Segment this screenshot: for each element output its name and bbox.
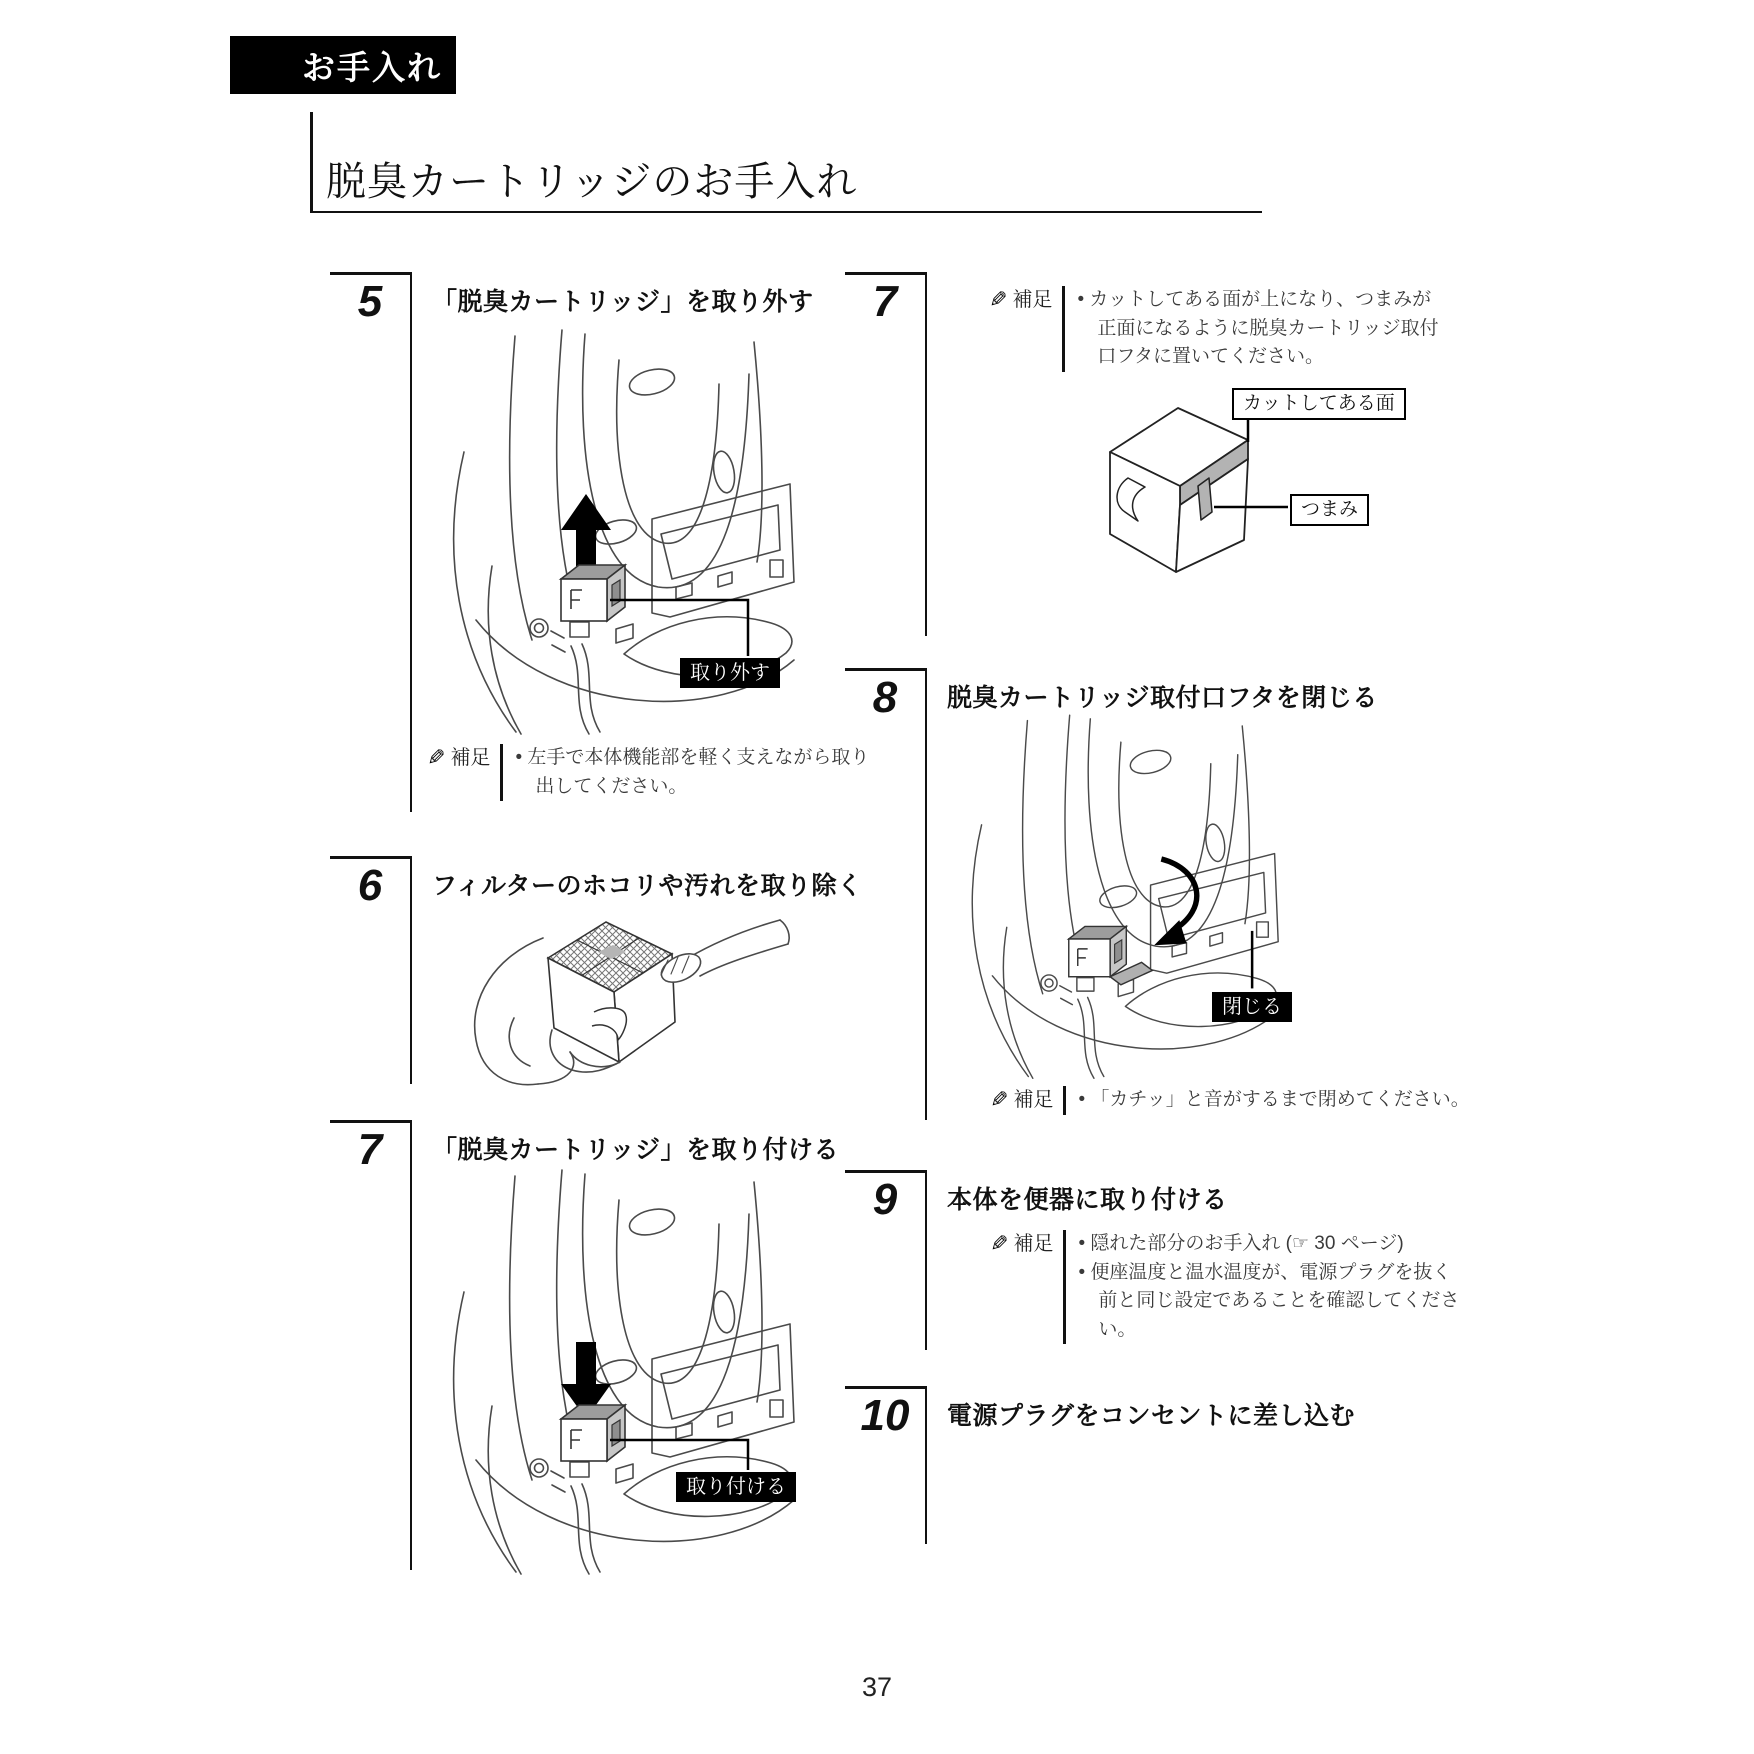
note-divider	[500, 744, 503, 801]
note-text: • 隠れた部分のお手入れ (☞ 30 ページ)	[1078, 1230, 1470, 1259]
section-tab-label: お手入れ	[302, 48, 442, 86]
curved-arrow-icon	[1161, 859, 1196, 931]
step-7-right-note	[989, 286, 1440, 372]
filter-brush-illustration	[448, 896, 793, 1086]
note-label: 補足	[1012, 289, 1053, 311]
title-underline	[310, 211, 1262, 213]
knob-tab	[1198, 478, 1212, 520]
figure-remove-cartridge	[418, 322, 818, 737]
title-left-bar	[310, 112, 313, 211]
step-7-left-number: 7	[330, 1120, 412, 1570]
remove-label: 取り外す	[680, 658, 780, 688]
step-7-left-title: 「脱臭カートリッジ」を取り付ける	[432, 1136, 840, 1164]
note-divider	[1063, 1086, 1066, 1115]
step-8-number: 8	[845, 668, 927, 1120]
pencil-icon: ✎	[990, 1231, 1009, 1256]
note-text: • 左手で本体機能部を軽く支えながら取り出してください。	[515, 744, 880, 801]
pencil-icon: ✎	[427, 745, 446, 770]
note-label: 補足	[450, 747, 491, 769]
cut-face-label: カットしてある面	[1232, 388, 1406, 420]
knob-label: つまみ	[1290, 494, 1369, 526]
note-text: • 便座温度と温水温度が、電源プラグを抜く前と同じ設定であることを確認してください。	[1078, 1259, 1470, 1345]
step-10-title: 電源プラグをコンセントに差し込む	[947, 1402, 1356, 1430]
page-number: 37	[861, 1672, 893, 1702]
note-label: 補足	[1013, 1233, 1054, 1255]
figure-clean-filter	[448, 896, 793, 1086]
step-10-number: 10	[845, 1386, 927, 1544]
figure-cartridge-orientation	[1010, 386, 1440, 576]
step-5-title: 「脱臭カートリッジ」を取り外す	[432, 288, 814, 316]
figure-attach-cartridge	[418, 1162, 818, 1577]
step-6-number: 6	[330, 856, 412, 1084]
step-9-note	[990, 1230, 1470, 1344]
note-label: 補足	[1013, 1089, 1054, 1111]
toilet-attach-illustration	[418, 1162, 818, 1577]
step-9-title: 本体を便器に取り付ける	[947, 1186, 1228, 1214]
step-7-right-number: 7	[845, 272, 927, 636]
pencil-icon: ✎	[990, 1087, 1009, 1112]
pencil-icon: ✎	[989, 287, 1008, 312]
step-9-number: 9	[845, 1170, 927, 1350]
attach-label: 取り付ける	[676, 1472, 796, 1502]
step-5-number: 5	[330, 272, 412, 812]
page-title: 脱臭カートリッジのお手入れ	[326, 160, 858, 204]
note-divider	[1062, 286, 1065, 372]
step-6-title: フィルターのホコリや汚れを取り除く	[432, 872, 863, 900]
section-tab	[230, 36, 456, 94]
note-text: • カットしてある面が上になり、つまみが正面になるように脱臭カートリッジ取付口フタに置いてください。	[1077, 286, 1440, 372]
note-text: • 「カチッ」と音がするまで閉めてください。	[1078, 1086, 1470, 1115]
step-8-title: 脱臭カートリッジ取付口フタを閉じる	[947, 684, 1378, 712]
figure-close-lid	[940, 708, 1300, 1081]
note-divider	[1063, 1230, 1066, 1344]
step-8-note	[990, 1086, 1470, 1115]
close-label: 閉じる	[1212, 992, 1292, 1022]
step-5-note	[427, 744, 897, 801]
toilet-close-illustration	[940, 708, 1300, 1081]
step-10	[845, 1386, 1440, 1544]
